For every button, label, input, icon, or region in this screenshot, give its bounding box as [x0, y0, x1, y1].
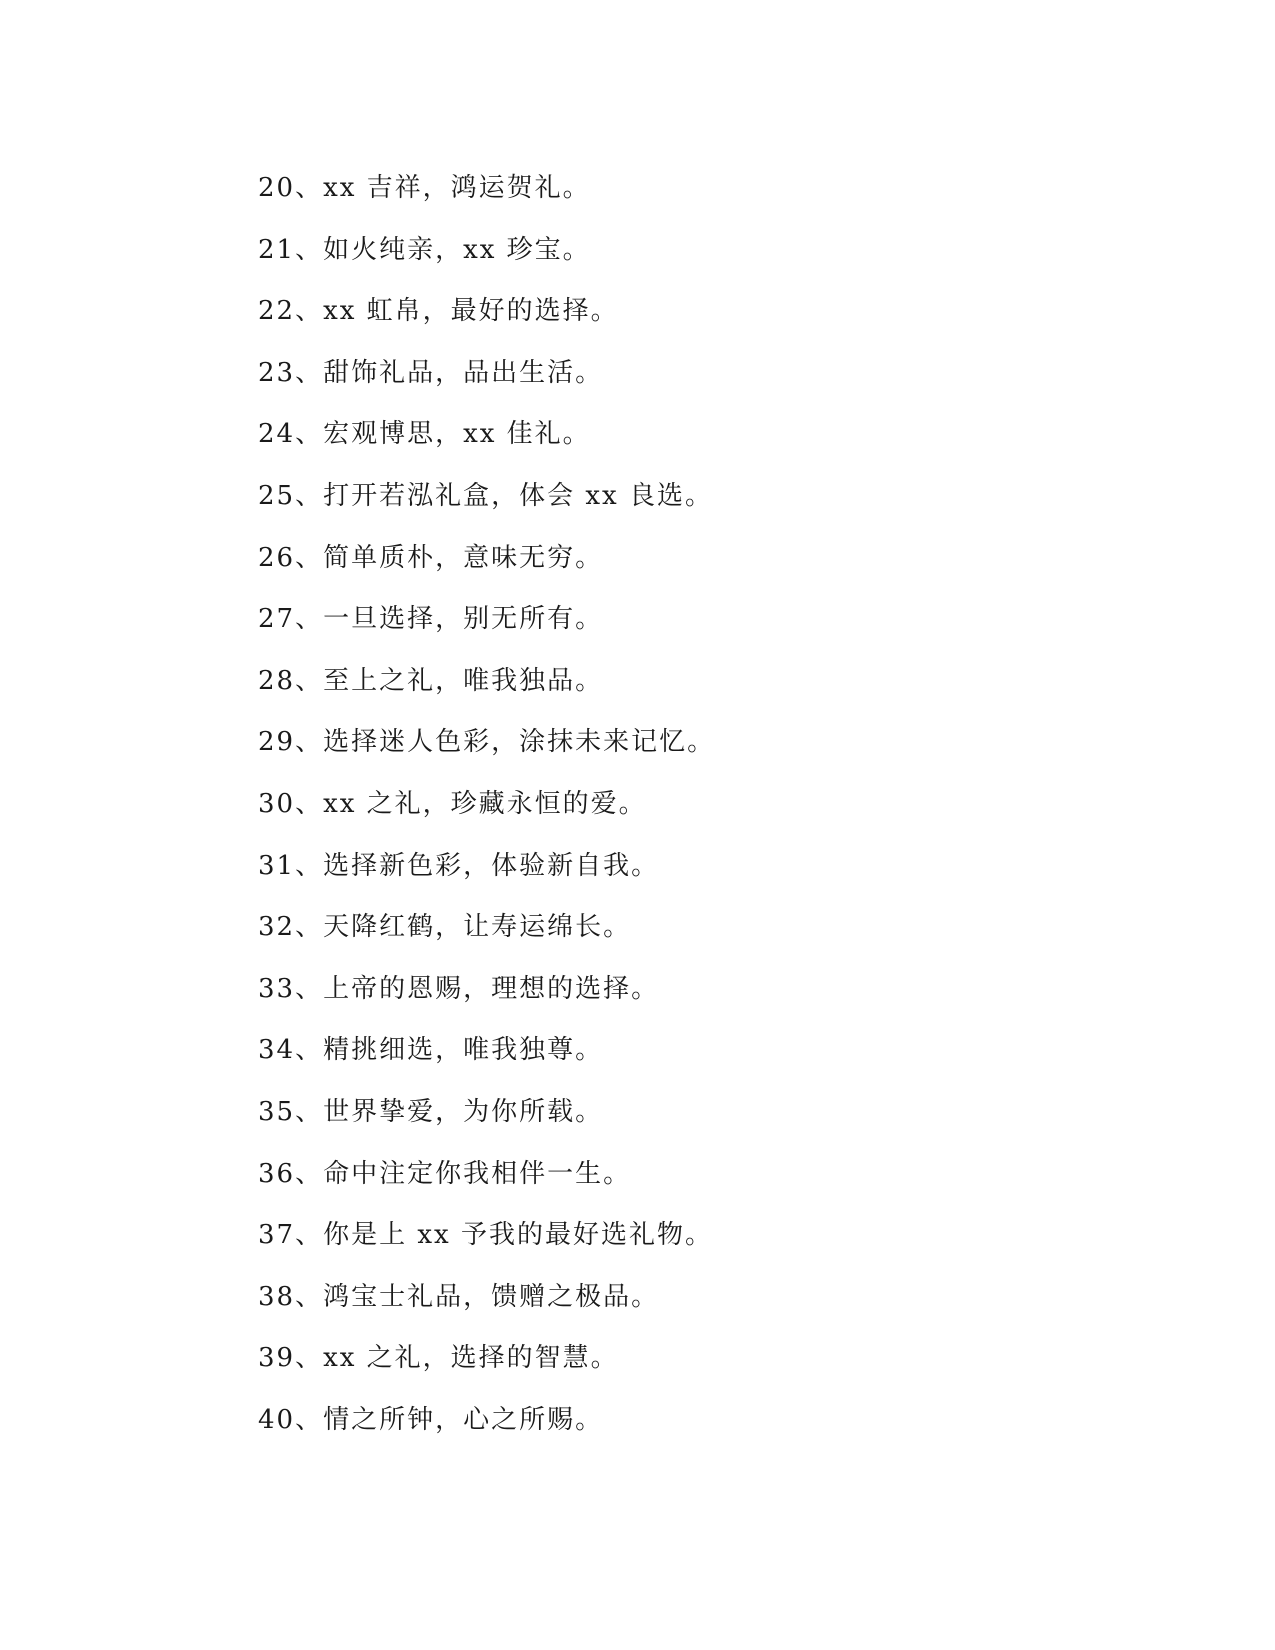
list-item: 26、简单质朴，意味无穷。: [258, 542, 604, 573]
list-item: 38、鸿宝士礼品，馈赠之极品。: [258, 1281, 660, 1312]
list-item: 29、选择迷人色彩，涂抹未来记忆。: [258, 727, 716, 758]
list-item: 27、一旦选择，别无所有。: [258, 604, 604, 635]
list-item: 37、你是上 xx 予我的最好选礼物。: [258, 1220, 713, 1251]
slogan-list: [258, 158, 715, 1451]
list-item: 34、精挑细选，唯我独尊。: [258, 1035, 604, 1066]
list-item: 33、上帝的恩赐，理想的选择。: [258, 973, 660, 1004]
list-item: 40、情之所钟，心之所赐。: [258, 1404, 604, 1435]
list-item: 28、至上之礼，唯我独品。: [258, 665, 604, 696]
list-item: 25、打开若泓礼盒，体会 xx 良选。: [258, 480, 713, 511]
list-item: 32、天降红鹤，让寿运绵长。: [258, 912, 632, 943]
list-item: 21、如火纯亲，xx 珍宝。: [258, 234, 591, 265]
list-item: 23、甜饰礼品，品出生活。: [258, 357, 604, 388]
list-item: 36、命中注定你我相伴一生。: [258, 1158, 632, 1189]
list-item: 35、世界挚爱，为你所载。: [258, 1096, 604, 1127]
list-item: 20、xx 吉祥，鸿运贺礼。: [258, 173, 591, 203]
list-item: 30、xx 之礼，珍藏永恒的爱。: [258, 788, 647, 819]
list-item: 39、xx 之礼，选择的智慧。: [258, 1343, 619, 1374]
list-item: 22、xx 虹帛，最好的选择。: [258, 296, 619, 327]
list-item: 31、选择新色彩，体验新自我。: [258, 850, 660, 881]
list-item: 24、宏观博思，xx 佳礼。: [258, 419, 591, 450]
